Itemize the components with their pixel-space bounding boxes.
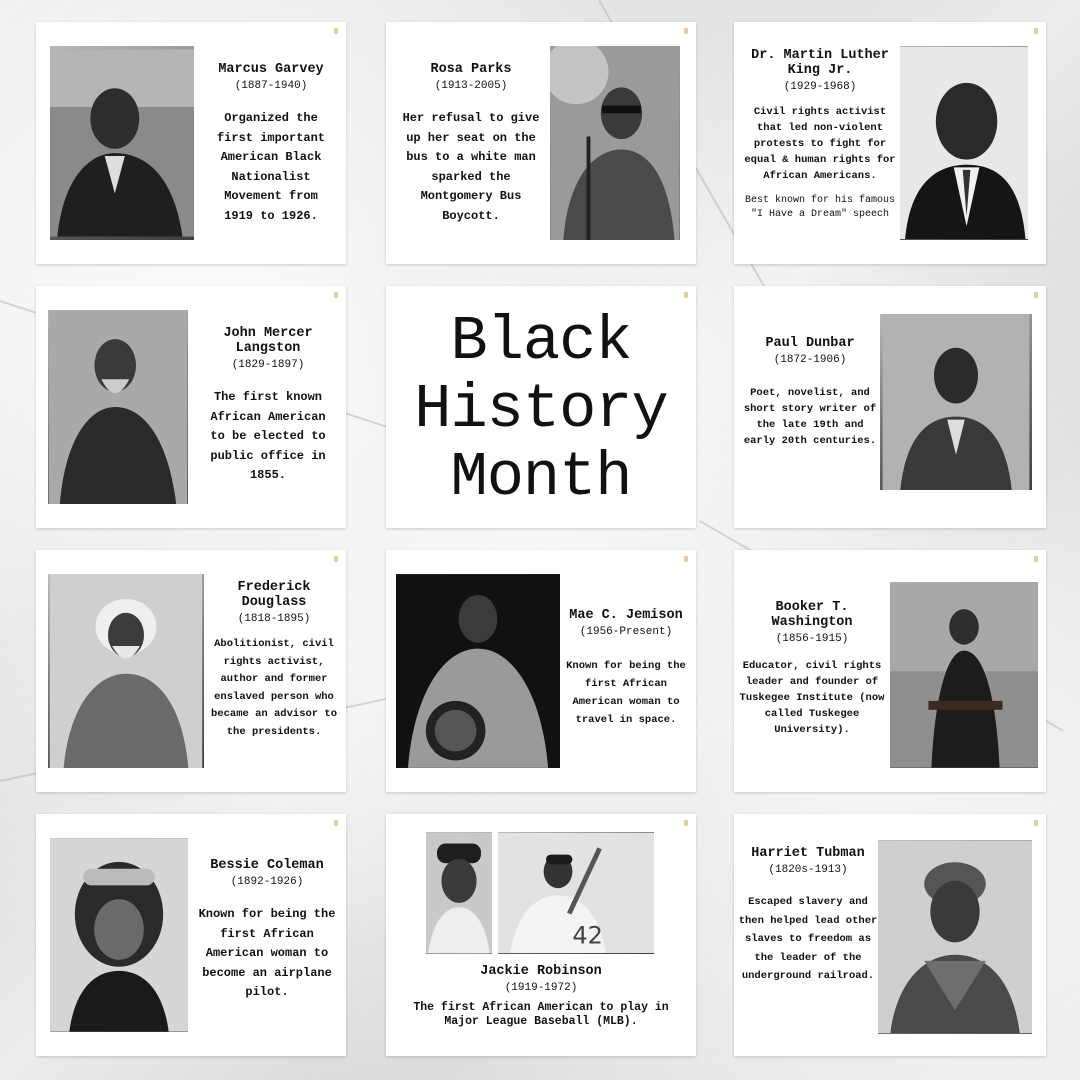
person-description: Poet, novelist, and short story writer of the late 19th and early 20th centuries. <box>743 387 877 447</box>
person-description: Known for being the first African American woman to become an airplane pilot. <box>198 907 336 999</box>
card-rosa-parks <box>386 22 696 264</box>
pin-icon <box>1034 28 1038 34</box>
pin-icon <box>684 292 688 298</box>
portrait-photo <box>890 582 1038 768</box>
person-name: Paul Dunbar <box>765 336 855 351</box>
person-name: Rosa Parks <box>430 62 512 77</box>
person-years: (1929-1968) <box>783 81 857 93</box>
card-title <box>386 286 696 528</box>
pin-icon <box>1034 292 1038 298</box>
pin-icon <box>684 556 688 562</box>
pin-icon <box>684 820 688 826</box>
card-john-mercer-langston <box>36 286 346 528</box>
person-name: Frederick Douglass <box>237 580 311 610</box>
pin-icon <box>334 292 338 298</box>
person-years: (1872-1906) <box>773 354 847 366</box>
portrait-photo <box>498 832 654 954</box>
person-name: Harriet Tubman <box>751 846 865 861</box>
card-booker-t-washington <box>734 550 1046 792</box>
portrait-photo <box>550 46 680 240</box>
person-description: Her refusal to give up her seat on the bus to a white man sparked the Montgomery Bus Boycott. <box>402 111 540 223</box>
person-name: Marcus Garvey <box>218 62 324 77</box>
person-years: (1913-2005) <box>434 80 508 92</box>
person-description: Civil rights activist that led non-violent protests to fight for equal & human rights for African Americans. <box>744 106 896 182</box>
card-mae-jemison <box>386 550 696 792</box>
card-bessie-coleman <box>36 814 346 1056</box>
title-line-3: Month <box>450 442 632 513</box>
card-paul-dunbar <box>734 286 1046 528</box>
title-line-2: History <box>414 374 668 445</box>
person-name: John Mercer Langston <box>223 326 313 356</box>
person-name: Mae C. Jemison <box>569 608 683 623</box>
person-name: Jackie Robinson <box>480 964 602 979</box>
person-name: Bessie Coleman <box>210 858 324 873</box>
card-jackie-robinson <box>386 814 696 1056</box>
person-description: Abolitionist, civil rights activist, author and former enslaved person who became an advisor to the presidents. <box>210 638 338 738</box>
portrait-photo <box>396 574 560 768</box>
person-years: (1856-1915) <box>775 633 849 645</box>
portrait-photo <box>50 838 188 1032</box>
pin-icon <box>334 820 338 826</box>
svg-text:42: 42 <box>572 921 603 950</box>
pin-icon <box>1034 556 1038 562</box>
person-description: Escaped slavery and then helped lead other slaves to freedom as the leader of the underground railroad. <box>738 896 878 982</box>
portrait-photo <box>426 832 492 954</box>
person-years: (1956-Present) <box>579 626 673 638</box>
person-years: (1820s-1913) <box>768 864 848 876</box>
person-description: Educator, civil rights leader and founder of Tuskegee Institute (now called Tuskegee University). <box>739 660 885 736</box>
portrait-photo <box>48 310 188 504</box>
pin-icon <box>684 28 688 34</box>
title-line-1: Black <box>450 306 632 377</box>
person-note: Best known for his famous "I Have a Dream" speech <box>744 195 896 220</box>
card-frederick-douglass <box>36 550 346 792</box>
pin-icon <box>334 28 338 34</box>
portrait-photo <box>900 46 1028 240</box>
person-description: The first African American to play in Major League Baseball (MLB). <box>413 1001 669 1028</box>
card-harriet-tubman <box>734 814 1046 1056</box>
person-description: Known for being the first African American woman to travel in space. <box>566 660 686 726</box>
person-years: (1892-1926) <box>230 876 304 888</box>
card-marcus-garvey <box>36 22 346 264</box>
person-years: (1818-1895) <box>237 613 311 625</box>
person-name: Dr. Martin Luther King Jr. <box>751 48 889 78</box>
portrait-photo <box>880 314 1032 490</box>
pin-icon <box>334 556 338 562</box>
person-description: Organized the first important American Black Nationalist Movement from 1919 to 1926. <box>216 111 326 223</box>
person-years: (1829-1897) <box>231 359 305 371</box>
page-title <box>386 308 696 512</box>
person-name: Booker T. Washington <box>771 600 853 630</box>
portrait-photo <box>878 840 1032 1034</box>
portrait-photo <box>48 574 204 768</box>
card-martin-luther-king <box>734 22 1046 264</box>
portrait-photo <box>50 46 194 240</box>
person-years: (1887-1940) <box>234 80 308 92</box>
person-years: (1919-1972) <box>504 982 578 994</box>
pin-icon <box>1034 820 1038 826</box>
person-description: The first known African American to be elected to public office in 1855. <box>210 390 326 482</box>
